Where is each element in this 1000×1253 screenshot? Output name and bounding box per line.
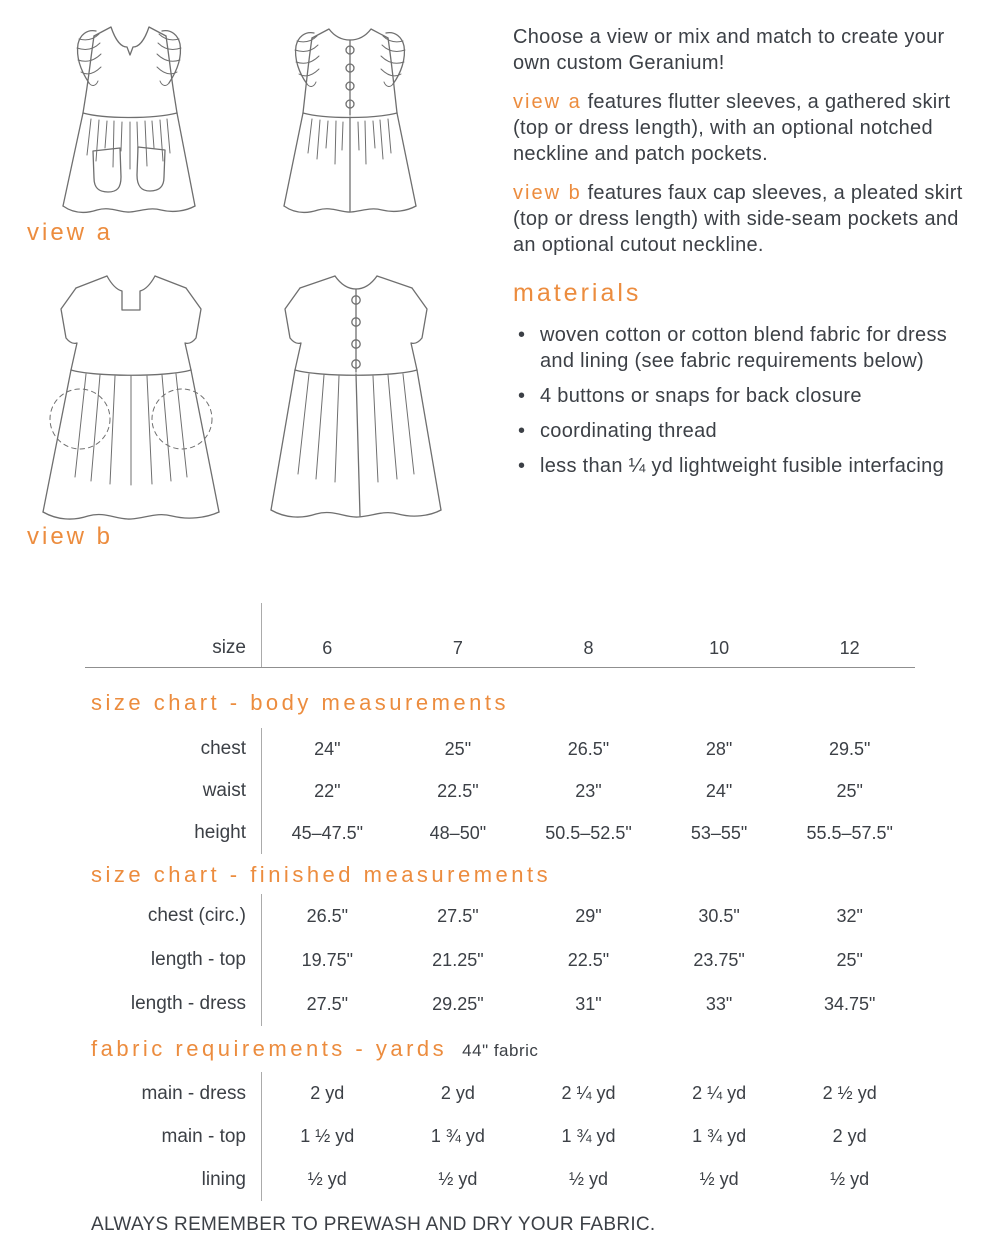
table-row: [85, 1072, 915, 1115]
cell: ½ yd: [699, 1169, 739, 1189]
row-label: height: [85, 812, 262, 854]
row-label: lining: [85, 1158, 262, 1201]
size-table: [85, 603, 915, 1236]
list-item: • coordinating thread: [513, 418, 965, 444]
cell: 2 yd: [832, 1126, 867, 1146]
size-column-header: 12: [839, 638, 860, 658]
cell: 2 yd: [440, 1083, 475, 1103]
body-measurements-rows: [85, 728, 915, 854]
cell: ½ yd: [568, 1169, 608, 1189]
view-a-description: [513, 89, 965, 167]
view-b-back-illustration: [246, 264, 466, 526]
cell: ½ yd: [830, 1169, 870, 1189]
cell: 24": [705, 780, 733, 801]
view-b-label: view b: [27, 523, 114, 550]
row-label: length - top: [85, 938, 262, 982]
materials-heading: materials: [513, 279, 642, 307]
view-b-description: [513, 180, 965, 258]
list-item: • woven cotton or cotton blend fabric for dress and lining (see fabric requirements below): [513, 322, 965, 374]
prewash-note: ALWAYS REMEMBER TO PREWASH AND DRY YOUR FABRIC.: [91, 1214, 656, 1235]
cell: ½ yd: [438, 1169, 478, 1189]
cell: 23": [575, 780, 602, 801]
table-row: [85, 982, 915, 1026]
cell: 22": [314, 780, 341, 801]
cell: 29": [575, 905, 602, 926]
cell: 25": [444, 738, 472, 759]
size-column-header: 8: [583, 638, 594, 658]
cell: ½ yd: [307, 1169, 347, 1189]
row-label: chest: [85, 728, 262, 770]
section-heading-text: size chart - body measurements: [91, 690, 510, 715]
cell: 55.5–57.5": [806, 822, 893, 843]
size-header-row: [85, 603, 915, 668]
cell: 21.25": [432, 949, 484, 970]
cell: 27.5": [306, 993, 349, 1014]
cell: 31": [575, 993, 602, 1014]
list-item: • 4 buttons or snaps for back closure: [513, 383, 965, 409]
cell: 2 yd: [310, 1083, 345, 1103]
cell: 48–50": [429, 822, 487, 843]
cell: 45–47.5": [291, 822, 364, 843]
cell: 29.5": [828, 738, 871, 759]
cell: 34.75": [823, 993, 876, 1014]
description-column: [513, 24, 965, 488]
table-row: [85, 894, 915, 938]
view-a-front-illustration: [50, 20, 208, 218]
view-a-label: view a: [27, 219, 114, 246]
cell: 53–55": [690, 822, 748, 843]
view-a-desc-text: features flutter sleeves, a gathered skirt (top or dress length), with an optional notched neckline and patch pockets.: [513, 91, 951, 165]
fabric-width-note: 44" fabric: [462, 1041, 539, 1060]
table-row: [85, 938, 915, 982]
section-heading-fabric-requirements: [91, 1034, 915, 1066]
cell: 29.25": [432, 993, 484, 1014]
row-label: length - dress: [85, 982, 262, 1026]
view-b-desc-text: features faux cap sleeves, a pleated skirt (top or dress length) with side-seam pockets and an optional cutout neckline.: [513, 182, 963, 256]
size-column-header: 10: [709, 638, 730, 658]
view-b-lead: view b: [513, 182, 582, 204]
cell: 33": [705, 993, 733, 1014]
cell: 22.5": [567, 949, 610, 970]
section-heading-text: fabric requirements - yards: [91, 1036, 448, 1061]
row-label: chest (circ.): [85, 894, 262, 938]
materials-list: [513, 322, 965, 479]
view-a-back-illustration: [272, 20, 428, 218]
finished-measurements-rows: [85, 894, 915, 1026]
cell: 50.5–52.5": [545, 822, 632, 843]
cell: 1 ¾ yd: [561, 1126, 616, 1146]
cell: 2 ¼ yd: [561, 1083, 616, 1103]
cell: 27.5": [437, 905, 479, 926]
fabric-requirements-rows: [85, 1072, 915, 1201]
table-row: [85, 812, 915, 854]
cell: 2 ½ yd: [822, 1083, 877, 1103]
size-column-header: 6: [322, 638, 333, 658]
row-label: waist: [85, 770, 262, 812]
section-heading-finished-measurements: [91, 860, 915, 890]
view-a-lead: view a: [513, 91, 582, 113]
cell: 30.5": [698, 905, 740, 926]
table-row: [85, 1158, 915, 1201]
list-item: • less than ¼ yd lightweight fusible interfacing: [513, 453, 965, 479]
cell: 28": [705, 738, 733, 759]
cell: 25": [836, 780, 863, 801]
size-header-label: size: [85, 603, 262, 667]
cell: 19.75": [301, 949, 354, 970]
table-row: [85, 728, 915, 770]
row-label: main - dress: [85, 1072, 262, 1115]
view-b-front-illustration: [20, 264, 242, 526]
section-heading-text: size chart - finished measurements: [91, 862, 552, 887]
cell: 22.5": [437, 780, 479, 801]
section-heading-body-measurements: [91, 688, 915, 718]
cell: 26.5": [306, 905, 349, 926]
cell: 2 ¼ yd: [692, 1083, 747, 1103]
table-row: [85, 1115, 915, 1158]
cell: 25": [836, 949, 863, 970]
cell: 32": [836, 905, 863, 926]
cell: 1 ¾ yd: [692, 1126, 747, 1146]
cell: 26.5": [567, 738, 610, 759]
cell: 1 ¾ yd: [430, 1126, 485, 1146]
cell: 23.75": [693, 949, 745, 970]
cell: 1 ½ yd: [300, 1126, 355, 1146]
row-label: main - top: [85, 1115, 262, 1158]
size-column-header: 7: [452, 638, 463, 658]
intro-paragraph: Choose a view or mix and match to create your own custom Geranium!: [513, 26, 945, 74]
table-row: [85, 770, 915, 812]
cell: 24": [314, 738, 341, 759]
